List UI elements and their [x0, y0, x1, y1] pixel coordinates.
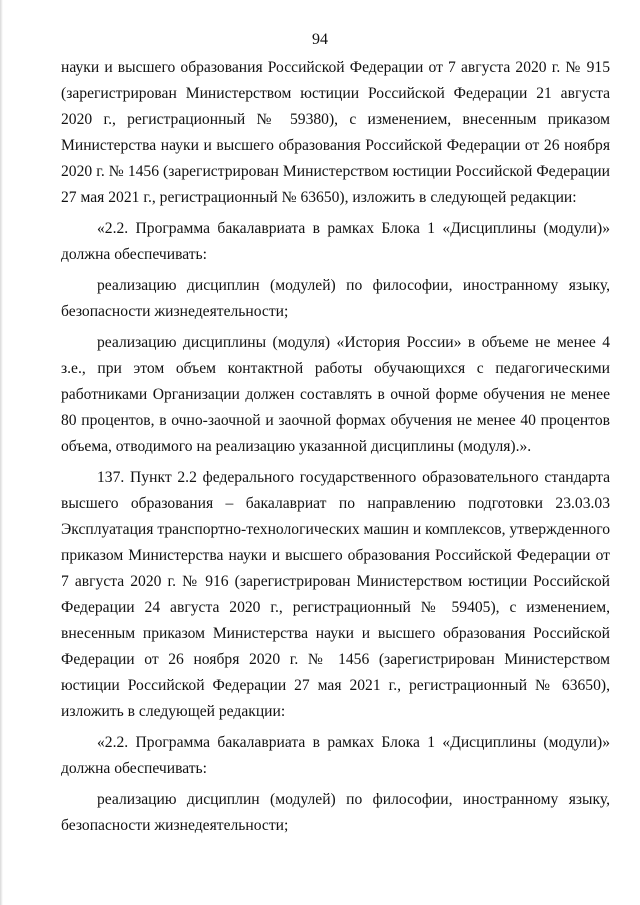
- paragraph-quote-2-2: «2.2. Программа бакалавриата в рамках Блока 1 «Дисциплины (модули)» должна обеспечивать:: [61, 220, 610, 263]
- paragraph-quote-2-2-second: «2.2. Программа бакалавриата в рамках Блока 1 «Дисциплины (модули)» должна обеспечивать:: [61, 734, 610, 777]
- paragraph-disciplines-second: реализацию дисциплин (модулей) по философии, иностранному языку, безопасности жизнедеятельности;: [61, 791, 610, 834]
- paragraph-history-of-russia: реализацию дисциплины (модуля) «История России» в объеме не менее 4 з.е., при этом объем контактной работы обучающихся с педагогическими работниками Организации должен составлять в очной форме обучения не менее 80 процентов, в очно-заочной и заочной формах обучения не менее 40 процентов объема, отводимого на реализацию указанной дисциплины (модуля).».: [61, 334, 610, 455]
- page-number: 94: [312, 31, 328, 48]
- paragraph-item-137: 137. Пункт 2.2 федерального государственного образовательного стандарта высшего образования – бакалавриат по направлению подготовки 23.03.03 Эксплуатация транспортно-технологических машин и комплексов, утвержденного приказом Министерства науки и высшего образования Российской Федерации от 7 августа 2020 г. № 916 (зарегистрирован Министерством юстиции Российской Федерации 24 августа 2020 г., регистрационный № 59405), с изменением, внесенным приказом Министерства науки и высшего образования Российской Федерации от 26 ноября 2020 г. № 1456 (зарегистрирован Министерством юстиции Российской Федерации 27 мая 2021 г., регистрационный № 63650), изложить в следующей редакции:: [61, 469, 610, 720]
- document-body: [61, 55, 610, 839]
- paragraph-disciplines: реализацию дисциплин (модулей) по философии, иностранному языку, безопасности жизнедеятельности;: [61, 277, 610, 320]
- scan-edge-shadow: [0, 0, 3, 905]
- paragraph-continuation: науки и высшего образования Российской Федерации от 7 августа 2020 г. № 915 (зарегистрирован Министерством юстиции Российской Федерации 21 августа 2020 г., регистрационный № 59380), с изменением, внесенным приказом Министерства науки и высшего образования Российской Федерации от 26 ноября 2020 г. № 1456 (зарегистрирован Министерством юстиции Российской Федерации 27 мая 2021 г., регистрационный № 63650), изложить в следующей редакции:: [61, 59, 610, 206]
